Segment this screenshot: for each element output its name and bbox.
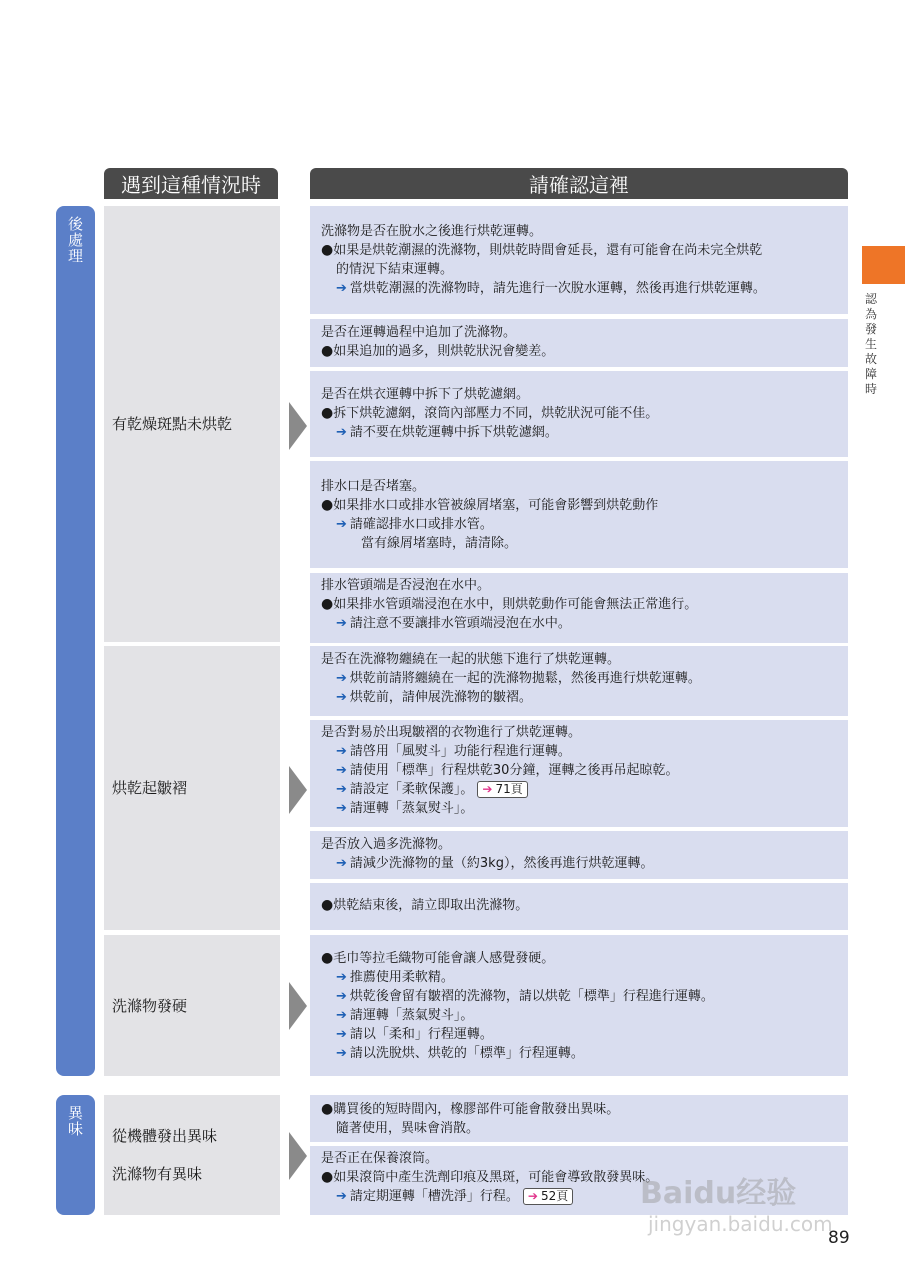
check-text: 請確認排水口或排水管。 bbox=[349, 517, 493, 532]
check-text: 請不要在烘乾運轉中拆下烘乾濾網。 bbox=[349, 425, 558, 440]
category-char: 異 bbox=[67, 1104, 83, 1122]
condition-label: 從機體發出異味 bbox=[112, 1127, 218, 1145]
check-text: 如果追加的過多，則烘乾狀況會變差。 bbox=[333, 344, 555, 359]
check-line bbox=[321, 279, 838, 298]
check-line bbox=[321, 742, 838, 761]
check-line bbox=[321, 896, 838, 915]
page-reference-text: 52頁 bbox=[540, 1189, 569, 1203]
check-text: 推薦使用柔軟精。 bbox=[349, 970, 454, 985]
check-line bbox=[321, 723, 838, 742]
check-line bbox=[321, 1149, 838, 1168]
check-text: 請定期運轉「槽洗淨」行程。 bbox=[349, 1189, 519, 1204]
check-text: 如果是烘乾潮濕的洗滌物，則烘乾時間會延長，還有可能會在尚未完全烘乾 bbox=[333, 243, 763, 258]
page-reference-text: 71頁 bbox=[495, 782, 523, 796]
arrow-right-icon: ➔ bbox=[336, 856, 347, 871]
arrow-right-icon: ➔ bbox=[336, 517, 347, 532]
check-line bbox=[321, 534, 838, 553]
arrow-right-icon: ➔ bbox=[527, 1189, 538, 1203]
check-box-9 bbox=[310, 883, 848, 930]
header-right: 請確認這裡 bbox=[310, 168, 848, 199]
arrow-right-icon: ➔ bbox=[336, 801, 347, 816]
check-text: 的情況下結束運轉。 bbox=[336, 262, 454, 277]
check-line bbox=[321, 1100, 838, 1119]
check-text: 如果滾筒中產生洗劑印痕及黑斑，可能會導致散發異味。 bbox=[333, 1170, 659, 1185]
check-box-1 bbox=[310, 206, 848, 314]
arrow-right-icon: ➔ bbox=[336, 989, 347, 1004]
bullet-icon: ● bbox=[321, 596, 334, 612]
arrow-right-icon: ➔ bbox=[336, 425, 347, 440]
bullet-icon: ● bbox=[321, 405, 334, 421]
check-line bbox=[321, 780, 838, 799]
condition-label: 有乾燥斑點未烘乾 bbox=[112, 415, 233, 433]
watermark-brand: Baidu经验 bbox=[640, 1176, 797, 1211]
check-line bbox=[321, 323, 838, 342]
check-text: 拆下烘乾濾網，滾筒內部壓力不同，烘乾狀況可能不佳。 bbox=[333, 406, 659, 421]
check-text: 請運轉「蒸氣熨斗」。 bbox=[349, 801, 474, 816]
check-text: 洗滌物是否在脫水之後進行烘乾運轉。 bbox=[321, 224, 543, 239]
check-text: 請注意不要讓排水管頭端浸泡在水中。 bbox=[349, 616, 571, 631]
bullet-icon: ● bbox=[321, 497, 334, 513]
arrow-right-icon: ➔ bbox=[336, 671, 347, 686]
category-odor bbox=[56, 1095, 95, 1215]
condition-dry-spots bbox=[104, 206, 280, 642]
condition-stiff bbox=[104, 935, 280, 1076]
check-line bbox=[321, 1025, 838, 1044]
arrow-right-icon: ➔ bbox=[336, 690, 347, 705]
arrow-icon bbox=[289, 766, 307, 814]
tab-char: 時 bbox=[865, 382, 878, 396]
check-text: 烘乾前請將纏繞在一起的洗滌物拋鬆，然後再進行烘乾運轉。 bbox=[349, 671, 701, 686]
tab-char: 障 bbox=[865, 367, 878, 381]
check-text: 購買後的短時間內，橡膠部件可能會散發出異味。 bbox=[333, 1102, 620, 1117]
check-box-8 bbox=[310, 831, 848, 879]
check-text: 請以洗脫烘、烘乾的「標準」行程運轉。 bbox=[349, 1046, 584, 1061]
category-char: 處 bbox=[67, 231, 83, 249]
check-line bbox=[321, 423, 838, 442]
tab-char: 故 bbox=[865, 352, 878, 366]
arrow-right-icon: ➔ bbox=[336, 1189, 347, 1204]
check-text: 當烘乾潮濕的洗滌物時，請先進行一次脫水運轉，然後再進行烘乾運轉。 bbox=[349, 281, 766, 296]
tab-char: 生 bbox=[865, 337, 878, 351]
check-text: 請啓用「風熨斗」功能行程進行運轉。 bbox=[349, 744, 571, 759]
check-text: 毛巾等拉毛織物可能會讓人感覺發硬。 bbox=[333, 951, 555, 966]
check-line bbox=[321, 1044, 838, 1063]
category-after-treatment bbox=[56, 206, 95, 1076]
condition-odor bbox=[104, 1095, 280, 1215]
check-line bbox=[321, 496, 838, 515]
arrow-right-icon: ➔ bbox=[336, 782, 347, 797]
check-text: 請設定「柔軟保護」。 bbox=[349, 782, 474, 797]
arrow-right-icon: ➔ bbox=[336, 616, 347, 631]
check-line bbox=[321, 241, 838, 260]
check-line bbox=[321, 385, 838, 404]
check-text: 排水管頭端是否浸泡在水中。 bbox=[321, 578, 491, 593]
check-box-2 bbox=[310, 319, 848, 367]
tab-char: 認 bbox=[865, 292, 878, 306]
check-line bbox=[321, 949, 838, 968]
header-left: 遇到這種情況時 bbox=[104, 168, 278, 199]
check-line bbox=[321, 835, 838, 854]
check-box-10 bbox=[310, 935, 848, 1076]
bullet-icon: ● bbox=[321, 1169, 334, 1185]
check-text: 請運轉「蒸氣熨斗」。 bbox=[349, 1008, 474, 1023]
category-char: 理 bbox=[67, 247, 83, 265]
check-line bbox=[321, 595, 838, 614]
arrow-right-icon: ➔ bbox=[336, 1008, 347, 1023]
check-text: 請以「柔和」行程運轉。 bbox=[349, 1027, 493, 1042]
check-line bbox=[321, 987, 838, 1006]
arrow-right-icon: ➔ bbox=[336, 763, 347, 778]
check-box-4 bbox=[310, 461, 848, 568]
tab-char: 發 bbox=[865, 322, 878, 336]
page-reference[interactable] bbox=[477, 781, 527, 798]
condition-wrinkles bbox=[104, 646, 280, 930]
arrow-icon bbox=[289, 982, 307, 1030]
check-line bbox=[321, 1119, 838, 1138]
section-tab bbox=[862, 246, 905, 284]
check-text: 隨著使用，異味會消散。 bbox=[336, 1121, 480, 1136]
bullet-icon: ● bbox=[321, 897, 334, 913]
bullet-icon: ● bbox=[321, 950, 334, 966]
check-line bbox=[321, 799, 838, 818]
check-line bbox=[321, 576, 838, 595]
check-text: 是否對易於出現皺褶的衣物進行了烘乾運轉。 bbox=[321, 725, 582, 740]
check-box-3 bbox=[310, 371, 848, 457]
arrow-right-icon: ➔ bbox=[336, 1027, 347, 1042]
check-box-5 bbox=[310, 573, 848, 643]
check-text: 是否放入過多洗滌物。 bbox=[321, 837, 452, 852]
condition-label: 洗滌物有異味 bbox=[112, 1165, 203, 1183]
check-text: 烘乾結束後，請立即取出洗滌物。 bbox=[333, 898, 529, 913]
check-text: 是否在洗滌物纏繞在一起的狀態下進行了烘乾運轉。 bbox=[321, 652, 621, 667]
watermark-url: jingyan.baidu.com bbox=[648, 1212, 833, 1236]
check-line bbox=[321, 222, 838, 241]
check-line bbox=[321, 477, 838, 496]
check-text: 是否在運轉過程中追加了洗滌物。 bbox=[321, 325, 517, 340]
check-text: 如果排水口或排水管被線屑堵塞，可能會影響到烘乾動作 bbox=[333, 498, 659, 513]
check-line bbox=[321, 260, 838, 279]
check-line bbox=[321, 968, 838, 987]
check-line bbox=[321, 688, 838, 707]
section-tab-label bbox=[865, 292, 879, 397]
check-text: 烘乾後會留有皺褶的洗滌物，請以烘乾「標準」行程進行運轉。 bbox=[349, 989, 714, 1004]
bullet-icon: ● bbox=[321, 343, 334, 359]
bullet-icon: ● bbox=[321, 242, 334, 258]
tab-char: 為 bbox=[865, 307, 878, 321]
arrow-icon bbox=[289, 402, 307, 450]
check-line bbox=[321, 515, 838, 534]
check-text: 是否正在保養滾筒。 bbox=[321, 1151, 439, 1166]
check-line bbox=[321, 1006, 838, 1025]
check-text: 排水口是否堵塞。 bbox=[321, 479, 426, 494]
arrow-right-icon: ➔ bbox=[482, 782, 493, 796]
check-box-11 bbox=[310, 1095, 848, 1142]
check-line bbox=[321, 614, 838, 633]
check-text: 請減少洗滌物的量（約3kg），然後再進行烘乾運轉。 bbox=[349, 856, 654, 871]
condition-label: 洗滌物發硬 bbox=[112, 996, 188, 1015]
check-box-6 bbox=[310, 646, 848, 716]
category-char: 味 bbox=[67, 1120, 83, 1138]
arrow-right-icon: ➔ bbox=[336, 744, 347, 759]
check-text: 請使用「標準」行程烘乾30分鐘，運轉之後再吊起晾乾。 bbox=[349, 763, 679, 778]
check-line bbox=[321, 854, 838, 873]
check-box-7 bbox=[310, 720, 848, 827]
check-line bbox=[321, 404, 838, 423]
check-text: 是否在烘衣運轉中拆下了烘乾濾網。 bbox=[321, 387, 530, 402]
condition-label: 烘乾起皺褶 bbox=[112, 779, 188, 797]
bullet-icon: ● bbox=[321, 1101, 334, 1117]
check-text: 如果排水管頭端浸泡在水中，則烘乾動作可能會無法正常進行。 bbox=[333, 597, 698, 612]
check-line bbox=[321, 342, 838, 361]
arrow-right-icon: ➔ bbox=[336, 1046, 347, 1061]
page-number: 89 bbox=[828, 1228, 850, 1248]
page-reference[interactable] bbox=[523, 1188, 573, 1205]
arrow-right-icon: ➔ bbox=[336, 970, 347, 985]
check-line bbox=[321, 761, 838, 780]
check-line bbox=[321, 669, 838, 688]
check-line bbox=[321, 650, 838, 669]
arrow-icon bbox=[289, 1132, 307, 1180]
check-text: 當有線屑堵塞時，請清除。 bbox=[361, 536, 518, 551]
category-char: 後 bbox=[67, 215, 83, 233]
arrow-right-icon: ➔ bbox=[336, 281, 347, 296]
check-text: 烘乾前，請伸展洗滌物的皺褶。 bbox=[349, 690, 532, 705]
